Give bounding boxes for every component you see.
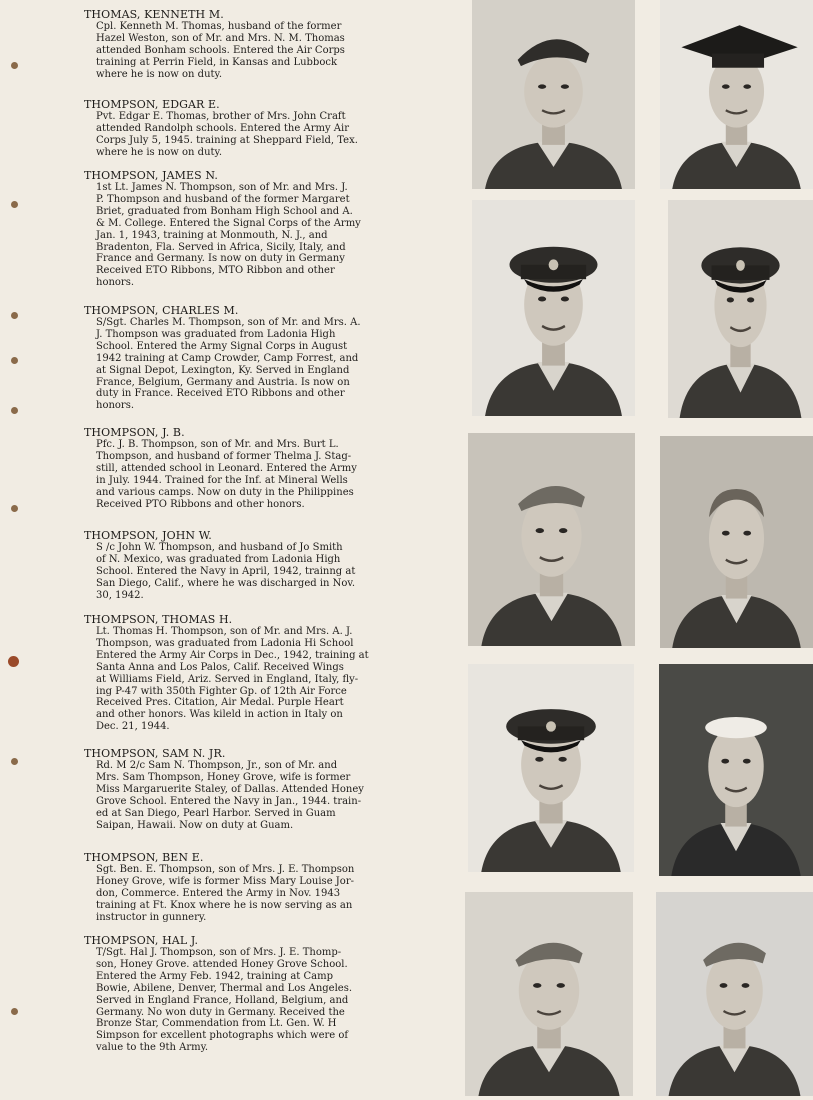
portrait-image: [472, 0, 635, 189]
portrait-image: [668, 200, 813, 418]
record-bio: 1st Lt. James N. Thompson, son of Mr. and Mrs. J. P. Thompson and husband of the former Margaret Briet, graduated from Bonham High School and A. & M. College. Entered the Signal Corps of the Army Jan. 1, 1943, training at Monmouth, N. J., and Bradenton, Fla. Served in Africa, Sicily, Italy, and France and Germany. Is now on duty in Germany Received ETO Ribbons, MTO Ribbon and other honors.: [96, 182, 361, 289]
portrait-image: [468, 433, 635, 646]
record-name: THOMPSON, HAL J.: [84, 934, 199, 947]
binder-hole: [11, 407, 18, 414]
record-entry: [84, 169, 440, 289]
binder-hole: [11, 312, 18, 319]
record-name: THOMPSON, SAM N. JR.: [84, 747, 226, 760]
record-entry: [84, 304, 440, 412]
portrait-james-thompson: [472, 200, 635, 416]
record-bio: Sgt. Ben. E. Thompson, son of Mrs. J. E. Thompson Honey Grove, wife is former Miss Mary Louise Jor- don, Commerce. Entered the Army in Nov. 1943 training at Ft. Knox where he is now serving as an instructor in gunnery.: [96, 864, 355, 923]
portrait-image: [472, 200, 635, 416]
binder-hole: [11, 62, 18, 69]
record-name: THOMAS, KENNETH M.: [84, 8, 224, 21]
record-name: THOMPSON, JOHN W.: [84, 529, 212, 542]
portrait-charles-thompson: [668, 200, 813, 418]
record-entry: [84, 426, 440, 510]
portrait-image: [660, 0, 813, 189]
portrait-image: [660, 436, 813, 648]
portrait-image: [656, 892, 813, 1096]
record-bio: Pvt. Edgar E. Thomas, brother of Mrs. John Craft attended Randolph schools. Entered the Army Air Corps July 5, 1945. training at Sheppard Field, Tex. where he is now on duty.: [96, 111, 358, 158]
record-bio: Rd. M 2/c Sam N. Thompson, Jr., son of Mr. and Mrs. Sam Thompson, Honey Grove, wife is former Miss Margaruerite Staley, of Dallas. Attended Honey Grove School. Entered the Navy in Jan., 1944. train- ed at San Diego, Pearl Harbor. Served in Guam Saipan, Hawaii. Now on duty at Guam.: [96, 760, 364, 831]
record-entry: [84, 529, 440, 602]
portrait-jb-thompson: [468, 433, 635, 646]
record-name: THOMPSON, CHARLES M.: [84, 304, 239, 317]
record-bio: Cpl. Kenneth M. Thomas, husband of the former Hazel Weston, son of Mr. and Mrs. N. M. Thomas attended Bonham schools. Entered the Air Corps training at Perrin Field, in Kansas and Lubbock where he is now on duty.: [96, 21, 345, 80]
record-bio: T/Sgt. Hal J. Thompson, son of Mrs. J. E. Thomp- son, Honey Grove. attended Honey Grove School. Entered the Army Feb. 1942, training at Camp Bowie, Abilene, Denver, Thermal and Los Angeles. Served in England France, Holland, Belgium, and Germany. No won duty in Germany. Received the Bronze Star, Commendation from Lt. Gen. W. H Simpson for excellent photographs which were of value to the 9th Army.: [96, 947, 353, 1054]
record-name: THOMPSON, JAMES N.: [84, 169, 218, 182]
record-name: THOMPSON, THOMAS H.: [84, 613, 233, 626]
binder-hole: [11, 1008, 18, 1015]
binder-hole: [11, 505, 18, 512]
portrait-ben-thompson: [465, 892, 633, 1096]
portrait-john-thompson: [660, 436, 813, 648]
binder-hole: [11, 201, 18, 208]
binder-hole: [8, 656, 19, 667]
record-entry: [84, 8, 440, 81]
record-bio: Pfc. J. B. Thompson, son of Mr. and Mrs. Burt L. Thompson, and husband of former Thelma J. Stag- still, attended school in Leonard. Entered the Army in July. 1944. Trained for the Inf. at Mineral Wells and various camps. Now on duty in the Philippines Received PTO Ribbons and other honors.: [96, 439, 357, 510]
binder-hole: [11, 758, 18, 765]
portrait-image: [465, 892, 633, 1096]
record-entry: [84, 747, 440, 831]
record-entry: [84, 98, 440, 159]
portrait-image: [659, 664, 813, 876]
record-name: THOMPSON, BEN E.: [84, 851, 204, 864]
record-name: THOMPSON, EDGAR E.: [84, 98, 220, 111]
portrait-thomas-thompson: [468, 664, 634, 872]
portrait-image: [468, 664, 634, 872]
binder-hole: [11, 357, 18, 364]
record-bio: Lt. Thomas H. Thompson, son of Mr. and Mrs. A. J. Thompson, was graduated from Ladonia Hi School Entered the Army Air Corps in Dec., 1942, training at Santa Anna and Los Palos, Calif. Received Wings at Williams Field, Ariz. Served in England, Italy, fly- ing P-47 with 350th Fighter Gp. of 12th Air Force Received Pres. Citation, Air Medal. Purple Heart and other honors. Was kileld in action in Italy on Dec. 21, 1944.: [96, 626, 369, 733]
portrait-edgar-thompson: [660, 0, 813, 189]
record-bio: S /c John W. Thompson, and husband of Jo Smith of N. Mexico, was graduated from Ladonia High School. Entered the Navy in April, 1942, trainng at San Diego, Calif., where he was discharged in Nov. 30, 1942.: [96, 542, 356, 601]
record-entry: [84, 851, 440, 924]
portrait-sam-thompson: [659, 664, 813, 876]
record-entry: [84, 613, 440, 733]
record-entry: [84, 934, 440, 1054]
record-name: THOMPSON, J. B.: [84, 426, 185, 439]
record-bio: S/Sgt. Charles M. Thompson, son of Mr. and Mrs. A. J. Thompson was graduated from Ladonia High School. Entered the Army Signal Corps in August 1942 training at Camp Crowder, Camp Forrest, and at Signal Depot, Lexington, Ky. Served in England France, Belgium, Germany and Austria. Is now on duty in France. Received ETO Ribbons and other honors.: [96, 317, 361, 412]
portrait-kenneth-thomas: [472, 0, 635, 189]
portrait-hal-thompson: [656, 892, 813, 1096]
